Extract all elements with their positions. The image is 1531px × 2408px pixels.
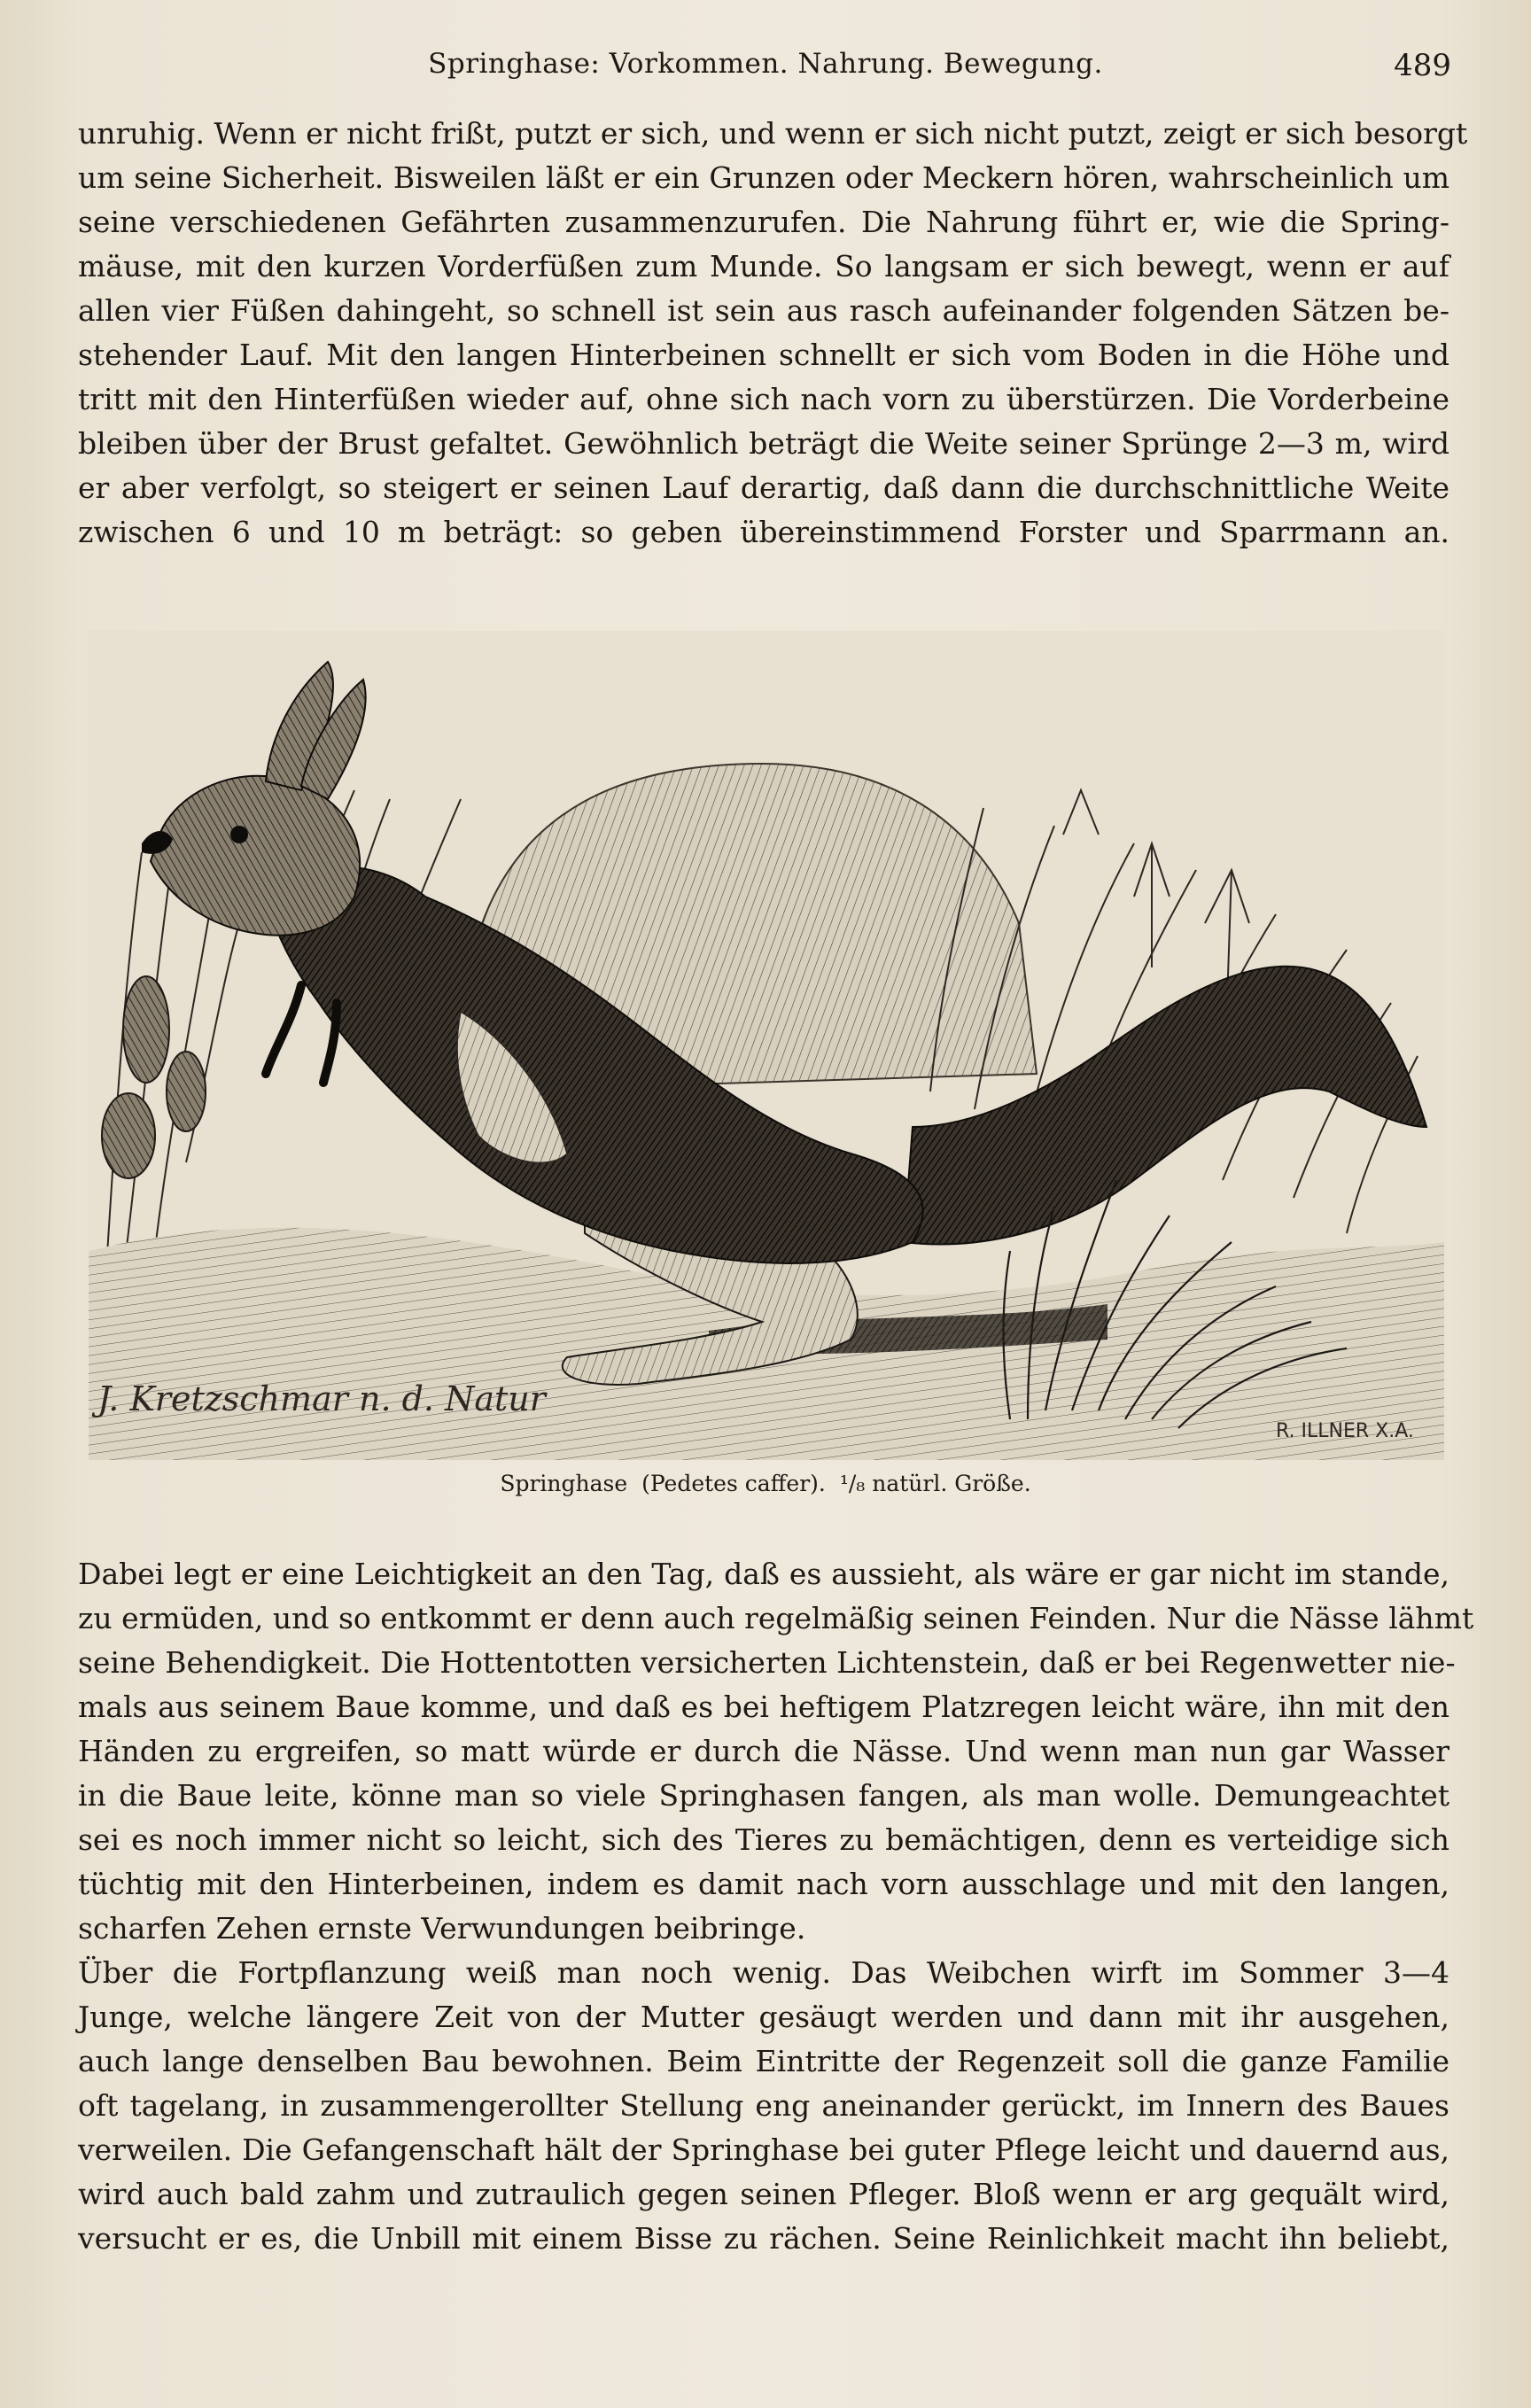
text-line: verweilen. Die Gefangenschaft hält der Springhase bei guter Pflege leicht und dauernd aus, [78, 2132, 1449, 2167]
text-line: tritt mit den Hinterfüßen wieder auf, ohne sich nach vorn zu überstürzen. Die Vorderbeine [78, 382, 1449, 416]
text-line: er aber verfolgt, so steigert er seinen Lauf derartig, daß dann die durchschnittliche Weite [78, 470, 1449, 505]
eye [230, 826, 248, 843]
springhare-illustration [89, 631, 1444, 1460]
figure-caption [0, 1471, 1531, 1496]
text-line: Dabei legt er eine Leichtigkeit an den Tag, daß es aussieht, als wäre er gar nicht im stande, [78, 1557, 1449, 1591]
text-line: mäuse, mit den kurzen Vorderfüßen zum Munde. So langsam er sich bewegt, wenn er auf [78, 249, 1449, 284]
text-line: um seine Sicherheit. Bisweilen läßt er ein Grunzen oder Meckern hören, wahrscheinlich um [78, 160, 1449, 195]
engraver-signature: R. ILLNER X.A. [1276, 1420, 1414, 1442]
text-line: stehender Lauf. Mit den langen Hinterbeinen schnellt er sich vom Boden in die Höhe und [78, 338, 1449, 372]
engraving-svg [89, 631, 1444, 1460]
caption-name: Springhase [500, 1471, 628, 1496]
caption-scale: ¹/₈ natürl. Größe. [839, 1471, 1031, 1496]
text-line: seine Behendigkeit. Die Hottentotten versicherten Lichtenstein, daß er bei Regenwetter nie- [78, 1645, 1456, 1680]
text-line: seine verschiedenen Gefährten zusammenzurufen. Die Nahrung führt er, wie die Spring- [78, 205, 1449, 239]
text-line: bleiben über der Brust gefaltet. Gewöhnlich beträgt die Weite seiner Sprünge 2—3 m, wird [78, 426, 1449, 461]
paragraph-1 [78, 112, 1468, 555]
text-line: Über die Fortpflanzung weiß man noch wenig. Das Weibchen wirft im Sommer 3—4 [78, 1955, 1449, 1990]
text-line: zwischen 6 und 10 m beträgt: so geben übereinstimmend Forster und Sparrmann an. [78, 515, 1449, 549]
artist-signature: J. Kretzschmar n. d. Natur [97, 1379, 546, 1418]
running-head-title: Springhase: Vorkommen. Nahrung. Bewegung. [428, 48, 1103, 80]
text-line: sei es noch immer nicht so leicht, sich des Tieres zu bemächtigen, denn es verteidige sich [78, 1822, 1449, 1857]
text-line: versucht er es, die Unbill mit einem Bisse zu rächen. Seine Reinlichkeit macht ihn beliebt, [78, 2221, 1449, 2256]
text-line: Junge, welche längere Zeit von der Mutter gesäugt werden und dann mit ihr ausgehen, [78, 2000, 1449, 2034]
paragraph-3 [78, 1951, 1449, 2261]
page-number: 489 [1394, 48, 1451, 83]
text-line: wird auch bald zahm und zutraulich gegen seinen Pfleger. Bloß wenn er arg gequält wird, [78, 2177, 1449, 2211]
paragraph-2 [78, 1552, 1474, 1951]
text-line: mals aus seinem Baue komme, und daß es bei heftigem Platzregen leicht wäre, ihn mit den [78, 1689, 1449, 1724]
text-line: zu ermüden, und so entkommt er denn auch regelmäßig seinen Feinden. Nur die Nässe lähmt [78, 1601, 1474, 1635]
text-line: oft tagelang, in zusammengerollter Stellung eng aneinander gerückt, im Innern des Baues [78, 2088, 1449, 2123]
text-line: tüchtig mit den Hinterbeinen, indem es damit nach vorn ausschlage und mit den langen, [78, 1867, 1449, 1901]
text-line: scharfen Zehen ernste Verwundungen beibringe. [78, 1911, 806, 1946]
caption-latin: (Pedetes caffer). [641, 1471, 826, 1496]
text-line: in die Baue leite, könne man so viele Springhasen fangen, als man wolle. Demungeachtet [78, 1778, 1449, 1813]
text-line: unruhig. Wenn er nicht frißt, putzt er sich, und wenn er sich nicht putzt, zeigt er sich besorgt [78, 116, 1468, 151]
running-head [80, 44, 1451, 90]
text-line: auch lange denselben Bau bewohnen. Beim Eintritte der Regenzeit soll die ganze Familie [78, 2044, 1449, 2078]
text-line: allen vier Füßen dahingeht, so schnell ist sein aus rasch aufeinander folgenden Sätzen be- [78, 293, 1449, 328]
text-line: Händen zu ergreifen, so matt würde er durch die Nässe. Und wenn man nun gar Wasser [78, 1734, 1449, 1768]
